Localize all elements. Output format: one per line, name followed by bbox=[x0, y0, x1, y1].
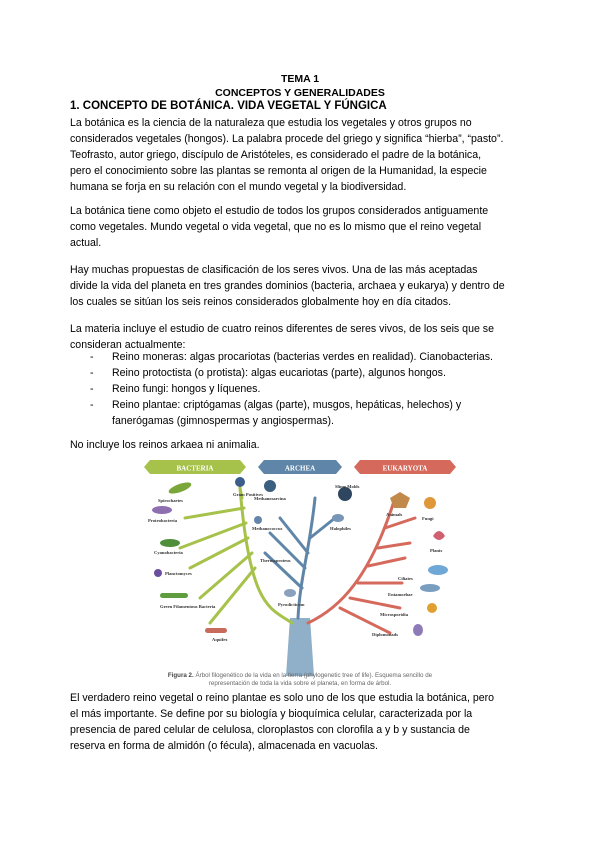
caption-line: representación de toda la vida sobre el planeta, en forma de árbol. bbox=[208, 680, 392, 687]
tema-title: TEMA 1 bbox=[280, 73, 320, 85]
bacteria-branches bbox=[180, 488, 292, 623]
plants-icon bbox=[433, 531, 445, 540]
ciliates-icon bbox=[428, 565, 448, 575]
p1-line: La botánica es la ciencia de la naturaleza que estudia los vegetales y otros grupos no bbox=[70, 117, 472, 129]
aquifex-icon bbox=[205, 628, 227, 633]
label-microsporidia: Microsporidia bbox=[380, 612, 408, 617]
list-item-text: Reino plantae: criptógamas (algas (parte), musgos, hepáticas, helechos) y bbox=[112, 399, 462, 411]
entamoebae-icon bbox=[420, 584, 440, 592]
pyrodicticum-icon bbox=[284, 589, 296, 597]
planctomyces-icon bbox=[154, 569, 162, 577]
cyanobacteria-icon bbox=[160, 539, 180, 547]
tree-trunk bbox=[286, 618, 314, 676]
label-pyrodicticum: Pyrodicticum bbox=[278, 602, 305, 607]
diplomonads-icon bbox=[413, 624, 423, 636]
label-gram-positives: Gram Positives bbox=[233, 492, 263, 497]
label-methanosarcina: Methanosarcina bbox=[254, 496, 286, 501]
p3-line: los cuales se sitúan los seis reinos considerados globalmente hoy en día citados. bbox=[70, 296, 452, 308]
label-methanococcus: Methanococcus bbox=[252, 526, 283, 531]
label-planctomyces: Planctomyces bbox=[165, 571, 192, 576]
section-heading: 1. CONCEPTO DE BOTÁNICA. VIDA VEGETAL Y FÚNGICA bbox=[70, 100, 387, 112]
p6-line: el más importante. Se define por su biología y bioquímica celular, caracterizada por la bbox=[70, 708, 473, 720]
list-item-text: fanerógamas (gimnospermas y angiospermas). bbox=[112, 415, 334, 427]
p6-line: El verdadero reino vegetal o reino plantae es solo uno de los que estudia la botánica, pero bbox=[70, 692, 495, 704]
slime-mold-icon bbox=[338, 487, 352, 501]
label-fungi: Fungi bbox=[422, 516, 434, 521]
domain-banner-bacteria bbox=[144, 460, 246, 474]
p1-line: considerados vegetales (hongos). La palabra procede del griego y significa “hierba”, “pasto”. bbox=[70, 133, 504, 145]
label-green-filamentous: Green Filamentous Bacteria bbox=[160, 604, 216, 609]
kingdom-list bbox=[70, 349, 540, 429]
label-cyanobacteria: Cyanobacteria bbox=[154, 550, 183, 555]
label-entamoebae: Entamoebae bbox=[388, 592, 413, 597]
domain-label: ARCHEA bbox=[284, 464, 316, 473]
p1-line: Teofrasto, autor griego, discípulo de Aristóteles, es considerado el padre de la botánica, bbox=[70, 149, 482, 161]
caption-label: Figura 2. bbox=[167, 672, 194, 679]
paragraph-6 bbox=[70, 690, 540, 754]
label-aquifex: Aquifex bbox=[212, 637, 228, 642]
label-animals: Animals bbox=[386, 512, 403, 517]
green-filamentous-icon bbox=[160, 593, 188, 598]
label-ciliates: Ciliates bbox=[398, 576, 413, 581]
label-plants: Plants bbox=[430, 548, 443, 553]
methanosarcina-icon bbox=[264, 480, 276, 492]
label-halophiles: Halophiles bbox=[330, 526, 351, 531]
list-item-text: Reino protoctista (o protista): algas eucariotas (parte), algunos hongos. bbox=[112, 367, 446, 379]
list-item: - Reino moneras: algas procariotas (bacterias verdes en realidad). Cianobacterias. bbox=[70, 349, 540, 365]
paragraph-5: No incluye los reinos arkaea ni animalia. bbox=[70, 439, 260, 451]
p1-line: humana se forja en su relación con el mundo vegetal y la biodiversidad. bbox=[70, 181, 407, 193]
halophiles-icon bbox=[332, 514, 344, 522]
domain-label: BACTERIA bbox=[176, 464, 214, 473]
fungi-icon bbox=[424, 497, 436, 509]
subtitle: CONCEPTOS Y GENERALIDADES bbox=[215, 87, 385, 99]
proteobacteria-icon bbox=[152, 506, 172, 514]
label-slime-molds: Slime Molds bbox=[335, 484, 360, 489]
label-thermoproteus: Thermoproteus bbox=[260, 558, 291, 563]
paragraph-1 bbox=[70, 115, 540, 195]
p3-line: divide la vida del planeta en tres grandes dominios (bacteria, archaea y eukarya) y dentro de bbox=[70, 280, 505, 292]
paragraph-3 bbox=[70, 262, 540, 310]
list-item: - Reino plantae: criptógamas (algas (parte), musgos, hepáticas, helechos) y fanerógamas (gimnospermas y angiospermas). bbox=[70, 397, 540, 429]
label-diplomonads: Diplomonads bbox=[372, 632, 399, 637]
list-item-text: Reino fungi: hongos y líquenes. bbox=[112, 383, 261, 395]
phylogenetic-tree-figure bbox=[140, 452, 460, 682]
p1-line: pero el conocimiento sobre las plantas se remonta al origen de la Humanidad, la especie bbox=[70, 165, 487, 177]
p3-line: Hay muchas propuestas de clasificación de los seres vivos. Una de las más aceptadas bbox=[70, 264, 478, 276]
domain-banner-archea bbox=[258, 460, 342, 474]
p2-line: La botánica tiene como objeto el estudio de todos los grupos considerados antiguamente bbox=[70, 205, 489, 217]
label-spirochaetes: Spirochaetes bbox=[158, 498, 183, 503]
p6-line: reserva en forma de almidón (o fécula), almacenada en vacuolas. bbox=[70, 740, 378, 752]
spirochaete-icon bbox=[167, 480, 192, 496]
methanococcus-icon bbox=[254, 516, 262, 524]
list-item-text: Reino moneras: algas procariotas (bacterias verdes en realidad). Cianobacterias. bbox=[112, 351, 493, 363]
paragraph-2 bbox=[70, 203, 540, 251]
figure-caption bbox=[140, 672, 460, 688]
caption-line: Árbol filogenético de la vida en la tierra (phylogenetic tree of life). Esquema sencillo de bbox=[195, 672, 433, 679]
gram-positive-icon bbox=[235, 477, 245, 487]
domain-label: EUKARYOTA bbox=[382, 464, 428, 473]
microsporidia-icon bbox=[427, 603, 437, 613]
p6-line: presencia de pared celular de celulosa, cloroplastos con clorofila a y b y sustancia de bbox=[70, 724, 470, 736]
list-item: - Reino protoctista (o protista): algas eucariotas (parte), algunos hongos. bbox=[70, 365, 540, 381]
p4-line: La materia incluye el estudio de cuatro reinos diferentes de seres vivos, de los seis que se bbox=[70, 323, 494, 335]
label-proteobacteria: Proteobacteria bbox=[148, 518, 177, 523]
list-item: - Reino fungi: hongos y líquenes. bbox=[70, 381, 540, 397]
p4-line: consideran actualmente: bbox=[70, 339, 186, 351]
p2-line: como vegetales. Mundo vegetal o vida vegetal, que no es lo mismo que el reino vegetal bbox=[70, 221, 482, 233]
p2-line: actual. bbox=[70, 237, 102, 249]
domain-banner-eukaryota bbox=[354, 460, 456, 474]
